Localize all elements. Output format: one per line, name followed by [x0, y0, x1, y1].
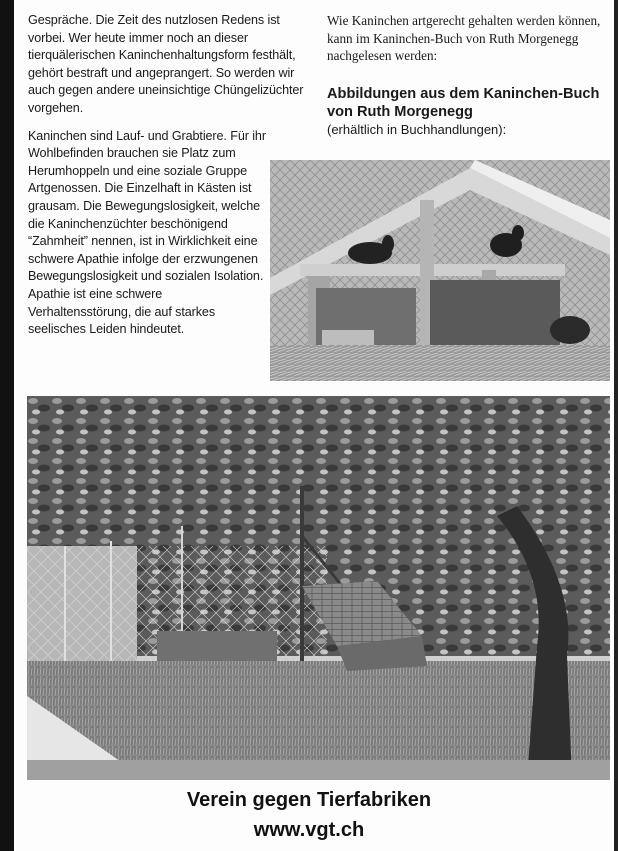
right-text-column — [327, 12, 609, 139]
paragraph-1: Gespräche. Die Zeit des nutzlosen Redens ist vorbei. Wer heute immer noch an dieser tierquälerischen Kaninchenhaltungsform festhält, gehört bestraft und angeprangert. So werden wir auch gegen andere uneinsichtige Chüngelizüchter vorgehen. — [28, 13, 304, 115]
rabbit-hutch-photo — [270, 160, 610, 381]
organization-name: Verein gegen Tierfabriken — [186, 789, 432, 811]
illustrations-heading: Abbildungen aus dem Kaninchen-Buch von Ruth Morgenegg — [327, 85, 600, 120]
website-link[interactable]: www.vgt.ch — [253, 819, 365, 841]
page-edge-left — [0, 0, 14, 851]
availability-note: (erhältlich in Buchhandlungen): — [327, 121, 507, 137]
garden-enclosure-photo — [27, 396, 610, 780]
book-intro: Wie Kaninchen artgerecht gehalten werden können, kann im Kaninchen-Buch von Ruth Morgenegg nachgelesen werden: — [327, 13, 601, 64]
page-edge-right — [614, 0, 618, 851]
left-text-column — [28, 12, 306, 349]
paragraph-2: Kaninchen sind Lauf- und Grabtiere. Für ihr Wohlbefinden brauchen sie Platz zum Herumhoppeln und eine soziale Gruppe Artgenossen. Die Einzelhaft in Kästen ist grausam. Die Bewegungslosigkeit, welche die Kaninchenzüchter beschönigend “Zahmheit” nennen, ist in Wirklichkeit eine schwere Apathie infolge der erzwungenen Bewegungslosigkeit und sozialen Isolation. Apathie ist eine schwere Verhaltensstörung, die auf starkes seelisches Leiden hindeutet. — [28, 128, 266, 337]
